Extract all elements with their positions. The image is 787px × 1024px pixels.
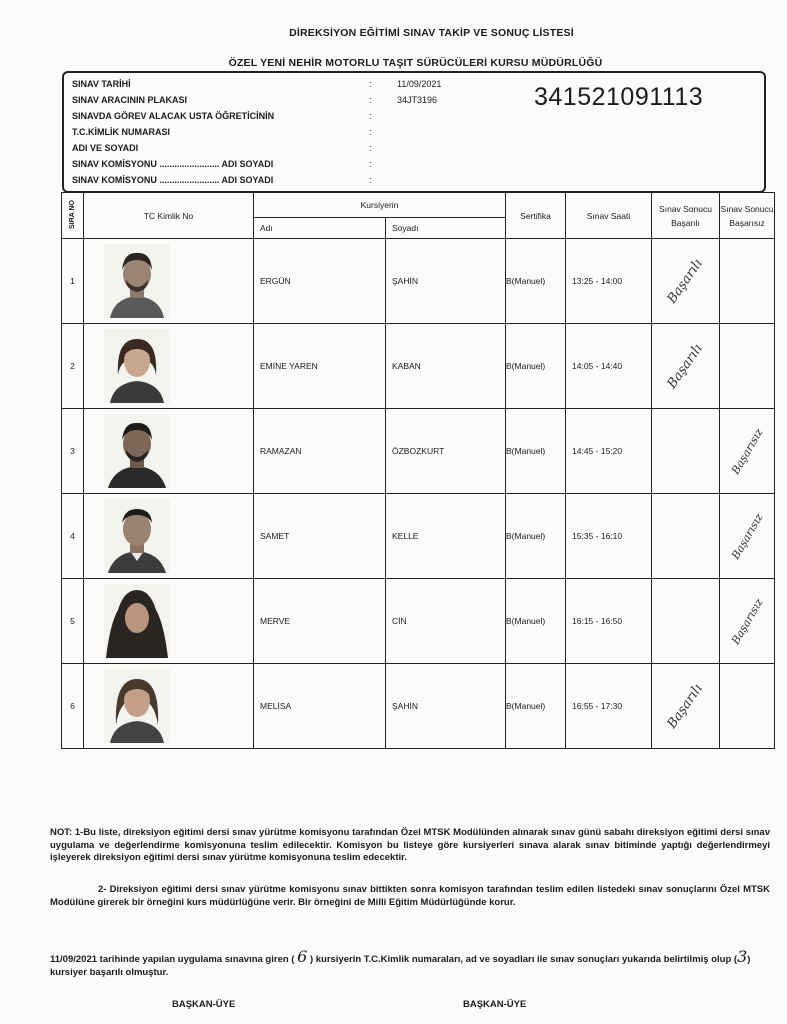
info-label-plate: SINAV ARACININ PLAKASI bbox=[72, 95, 188, 105]
info-colon: : bbox=[369, 95, 372, 105]
first-name-cell: MELİSA bbox=[254, 664, 386, 749]
summary-part-b: ) kursiyerin T.C.Kimlik numaraları, ad ve soyadları ile sınav sonuçları yukarıda belirtilmiş olup ( bbox=[309, 954, 738, 965]
passed-cell bbox=[652, 409, 720, 494]
failed-cell bbox=[720, 579, 775, 664]
applicant-photo bbox=[104, 584, 170, 658]
summary-part-c: ) kursiyer başarılı olmuştur. bbox=[50, 954, 751, 978]
exam-time-cell: 16:15 - 16:50 bbox=[566, 579, 652, 664]
table-row bbox=[62, 494, 775, 579]
info-label-instructor: SINAVDA GÖREV ALACAK USTA ÖĞRETİCİNİN bbox=[72, 111, 275, 121]
failed-cell bbox=[720, 664, 775, 749]
failed-cell bbox=[720, 409, 775, 494]
info-value-date: 11/09/2021 bbox=[397, 79, 442, 89]
institution-title: ÖZEL YENİ NEHİR MOTORLU TAŞIT SÜRÜCÜLERİ KURSU MÜDÜRLÜĞÜ bbox=[228, 57, 603, 69]
certificate-cell: B(Manuel) bbox=[506, 409, 566, 494]
certificate-cell: B(Manuel) bbox=[506, 664, 566, 749]
table-row bbox=[62, 579, 775, 664]
header-sertifika: Sertifika bbox=[506, 193, 566, 239]
first-name-cell: MERVE bbox=[254, 579, 386, 664]
exam-info-box bbox=[62, 71, 766, 193]
photo-cell bbox=[84, 409, 254, 494]
exam-time-cell: 15:35 - 16:10 bbox=[566, 494, 652, 579]
certificate-cell: B(Manuel) bbox=[506, 579, 566, 664]
handwritten-result: Başarılı bbox=[664, 256, 707, 306]
header-adi: Adı bbox=[254, 218, 386, 239]
last-name-cell: CİN bbox=[386, 579, 506, 664]
applicant-photo bbox=[104, 244, 170, 318]
info-label-commission-1: SINAV KOMİSYONU ........................ ADI SOYADI bbox=[72, 159, 274, 169]
info-label-commission-2: SINAV KOMİSYONU ........................ ADI SOYADI bbox=[72, 175, 274, 185]
photo-cell bbox=[84, 579, 254, 664]
table-row bbox=[62, 239, 775, 324]
first-name-cell: EMİNE YAREN bbox=[254, 324, 386, 409]
exam-time-cell: 16:55 - 17:30 bbox=[566, 664, 652, 749]
applicant-photo bbox=[104, 414, 170, 488]
photo-cell bbox=[84, 664, 254, 749]
passed-cell bbox=[652, 664, 720, 749]
note-2: 2- Direksiyon eğitimi dersi sınav yürütme komisyonu sınav bittikten sonra komisyon tarafından teslim edilen listedeki sınav sonuçlarını Özel MTSK Modülüne girerek bir örneğini kurs müdürlüğüne verir. Bir örneğini de Milli Eğitim Müdürlüğünde korur. bbox=[50, 884, 770, 908]
handwritten-result: Başarısız bbox=[728, 425, 766, 477]
table-row bbox=[62, 409, 775, 494]
header-soyadi: Soyadı bbox=[386, 218, 506, 239]
note-1: NOT: 1-Bu liste, direksiyon eğitimi dersi sınav yürütme komisyonu tarafından Özel MTSK Modülünden alınarak sınav günü sabahı direksiyon eğitimi dersi sınav uygulama ve değerlendirme komisyonuna teslim edilecektir. Komisyon bu listeye göre kursiyerleri sınava alarak sınav bitiminde yaptığı değerlendirmeyi işleyerek direksiyon eğitimi dersi sınav yürütme komisyonuna teslim edecektir. bbox=[50, 827, 770, 863]
document-title: DİREKSİYON EĞİTİMİ SINAV TAKİP VE SONUÇ LİSTESİ bbox=[289, 27, 574, 39]
info-colon: : bbox=[369, 175, 372, 185]
last-name-cell: ÖZBOZKURT bbox=[386, 409, 506, 494]
sira-cell: 6 bbox=[62, 664, 84, 749]
passed-cell bbox=[652, 494, 720, 579]
sira-cell: 2 bbox=[62, 324, 84, 409]
results-table bbox=[61, 192, 775, 749]
handwritten-result: Başarısız bbox=[728, 510, 766, 562]
first-name-cell: SAMET bbox=[254, 494, 386, 579]
exam-time-cell: 14:05 - 14:40 bbox=[566, 324, 652, 409]
table-row bbox=[62, 324, 775, 409]
info-colon: : bbox=[369, 127, 372, 137]
header-basarili: Sınav Sonucu Başarılı bbox=[652, 193, 720, 239]
info-label-name: ADI VE SOYADI bbox=[72, 143, 139, 153]
info-colon: : bbox=[369, 111, 372, 121]
applicant-photo bbox=[104, 329, 170, 403]
sira-cell: 1 bbox=[62, 239, 84, 324]
exam-time-cell: 14:45 - 15:20 bbox=[566, 409, 652, 494]
info-value-plate: 34JT3196 bbox=[397, 95, 438, 105]
info-label-date: SINAV TARİHİ bbox=[72, 79, 131, 89]
signature-label-left: BAŞKAN-ÜYE bbox=[172, 999, 236, 1010]
passed-cell bbox=[652, 239, 720, 324]
first-name-cell: RAMAZAN bbox=[254, 409, 386, 494]
info-colon: : bbox=[369, 143, 372, 153]
photo-cell bbox=[84, 324, 254, 409]
passed-cell bbox=[652, 579, 720, 664]
table-row bbox=[62, 664, 775, 749]
passed-cell bbox=[652, 324, 720, 409]
last-name-cell: KABAN bbox=[386, 324, 506, 409]
handwritten-total-count: 6 bbox=[297, 947, 308, 966]
summary-statement bbox=[50, 947, 770, 979]
handwritten-result: Başarılı bbox=[664, 341, 707, 391]
signature-label-right: BAŞKAN-ÜYE bbox=[463, 999, 527, 1010]
last-name-cell: KELLE bbox=[386, 494, 506, 579]
handwritten-result: Başarılı bbox=[664, 681, 707, 731]
sira-cell: 5 bbox=[62, 579, 84, 664]
handwritten-passed-count: 3 bbox=[737, 947, 748, 966]
info-label-tc: T.C.KİMLİK NUMARASI bbox=[72, 127, 170, 137]
handwritten-result: Başarısız bbox=[728, 595, 766, 647]
exam-number: 341521091113 bbox=[534, 83, 704, 111]
exam-time-cell: 13:25 - 14:00 bbox=[566, 239, 652, 324]
sira-cell: 4 bbox=[62, 494, 84, 579]
summary-part-a: 11/09/2021 tarihinde yapılan uygulama sınavına giren ( bbox=[50, 954, 295, 965]
first-name-cell: ERGÜN bbox=[254, 239, 386, 324]
header-tc: TC Kimlik No bbox=[84, 193, 254, 239]
info-colon: : bbox=[369, 159, 372, 169]
certificate-cell: B(Manuel) bbox=[506, 239, 566, 324]
header-sinav-saati: Sınav Saati bbox=[566, 193, 652, 239]
info-colon: : bbox=[369, 79, 372, 89]
last-name-cell: ŞAHİN bbox=[386, 664, 506, 749]
certificate-cell: B(Manuel) bbox=[506, 494, 566, 579]
failed-cell bbox=[720, 494, 775, 579]
applicant-photo bbox=[104, 499, 170, 573]
header-kursiyerin: Kursiyerin bbox=[254, 193, 506, 218]
header-sira-no: SIRA NO bbox=[62, 193, 84, 239]
applicant-photo bbox=[104, 669, 170, 743]
failed-cell bbox=[720, 324, 775, 409]
failed-cell bbox=[720, 239, 775, 324]
photo-cell bbox=[84, 239, 254, 324]
certificate-cell: B(Manuel) bbox=[506, 324, 566, 409]
photo-cell bbox=[84, 494, 254, 579]
last-name-cell: ŞAHİN bbox=[386, 239, 506, 324]
header-basarisiz: Sınav Sonucu Başarısız bbox=[720, 193, 775, 239]
sira-cell: 3 bbox=[62, 409, 84, 494]
